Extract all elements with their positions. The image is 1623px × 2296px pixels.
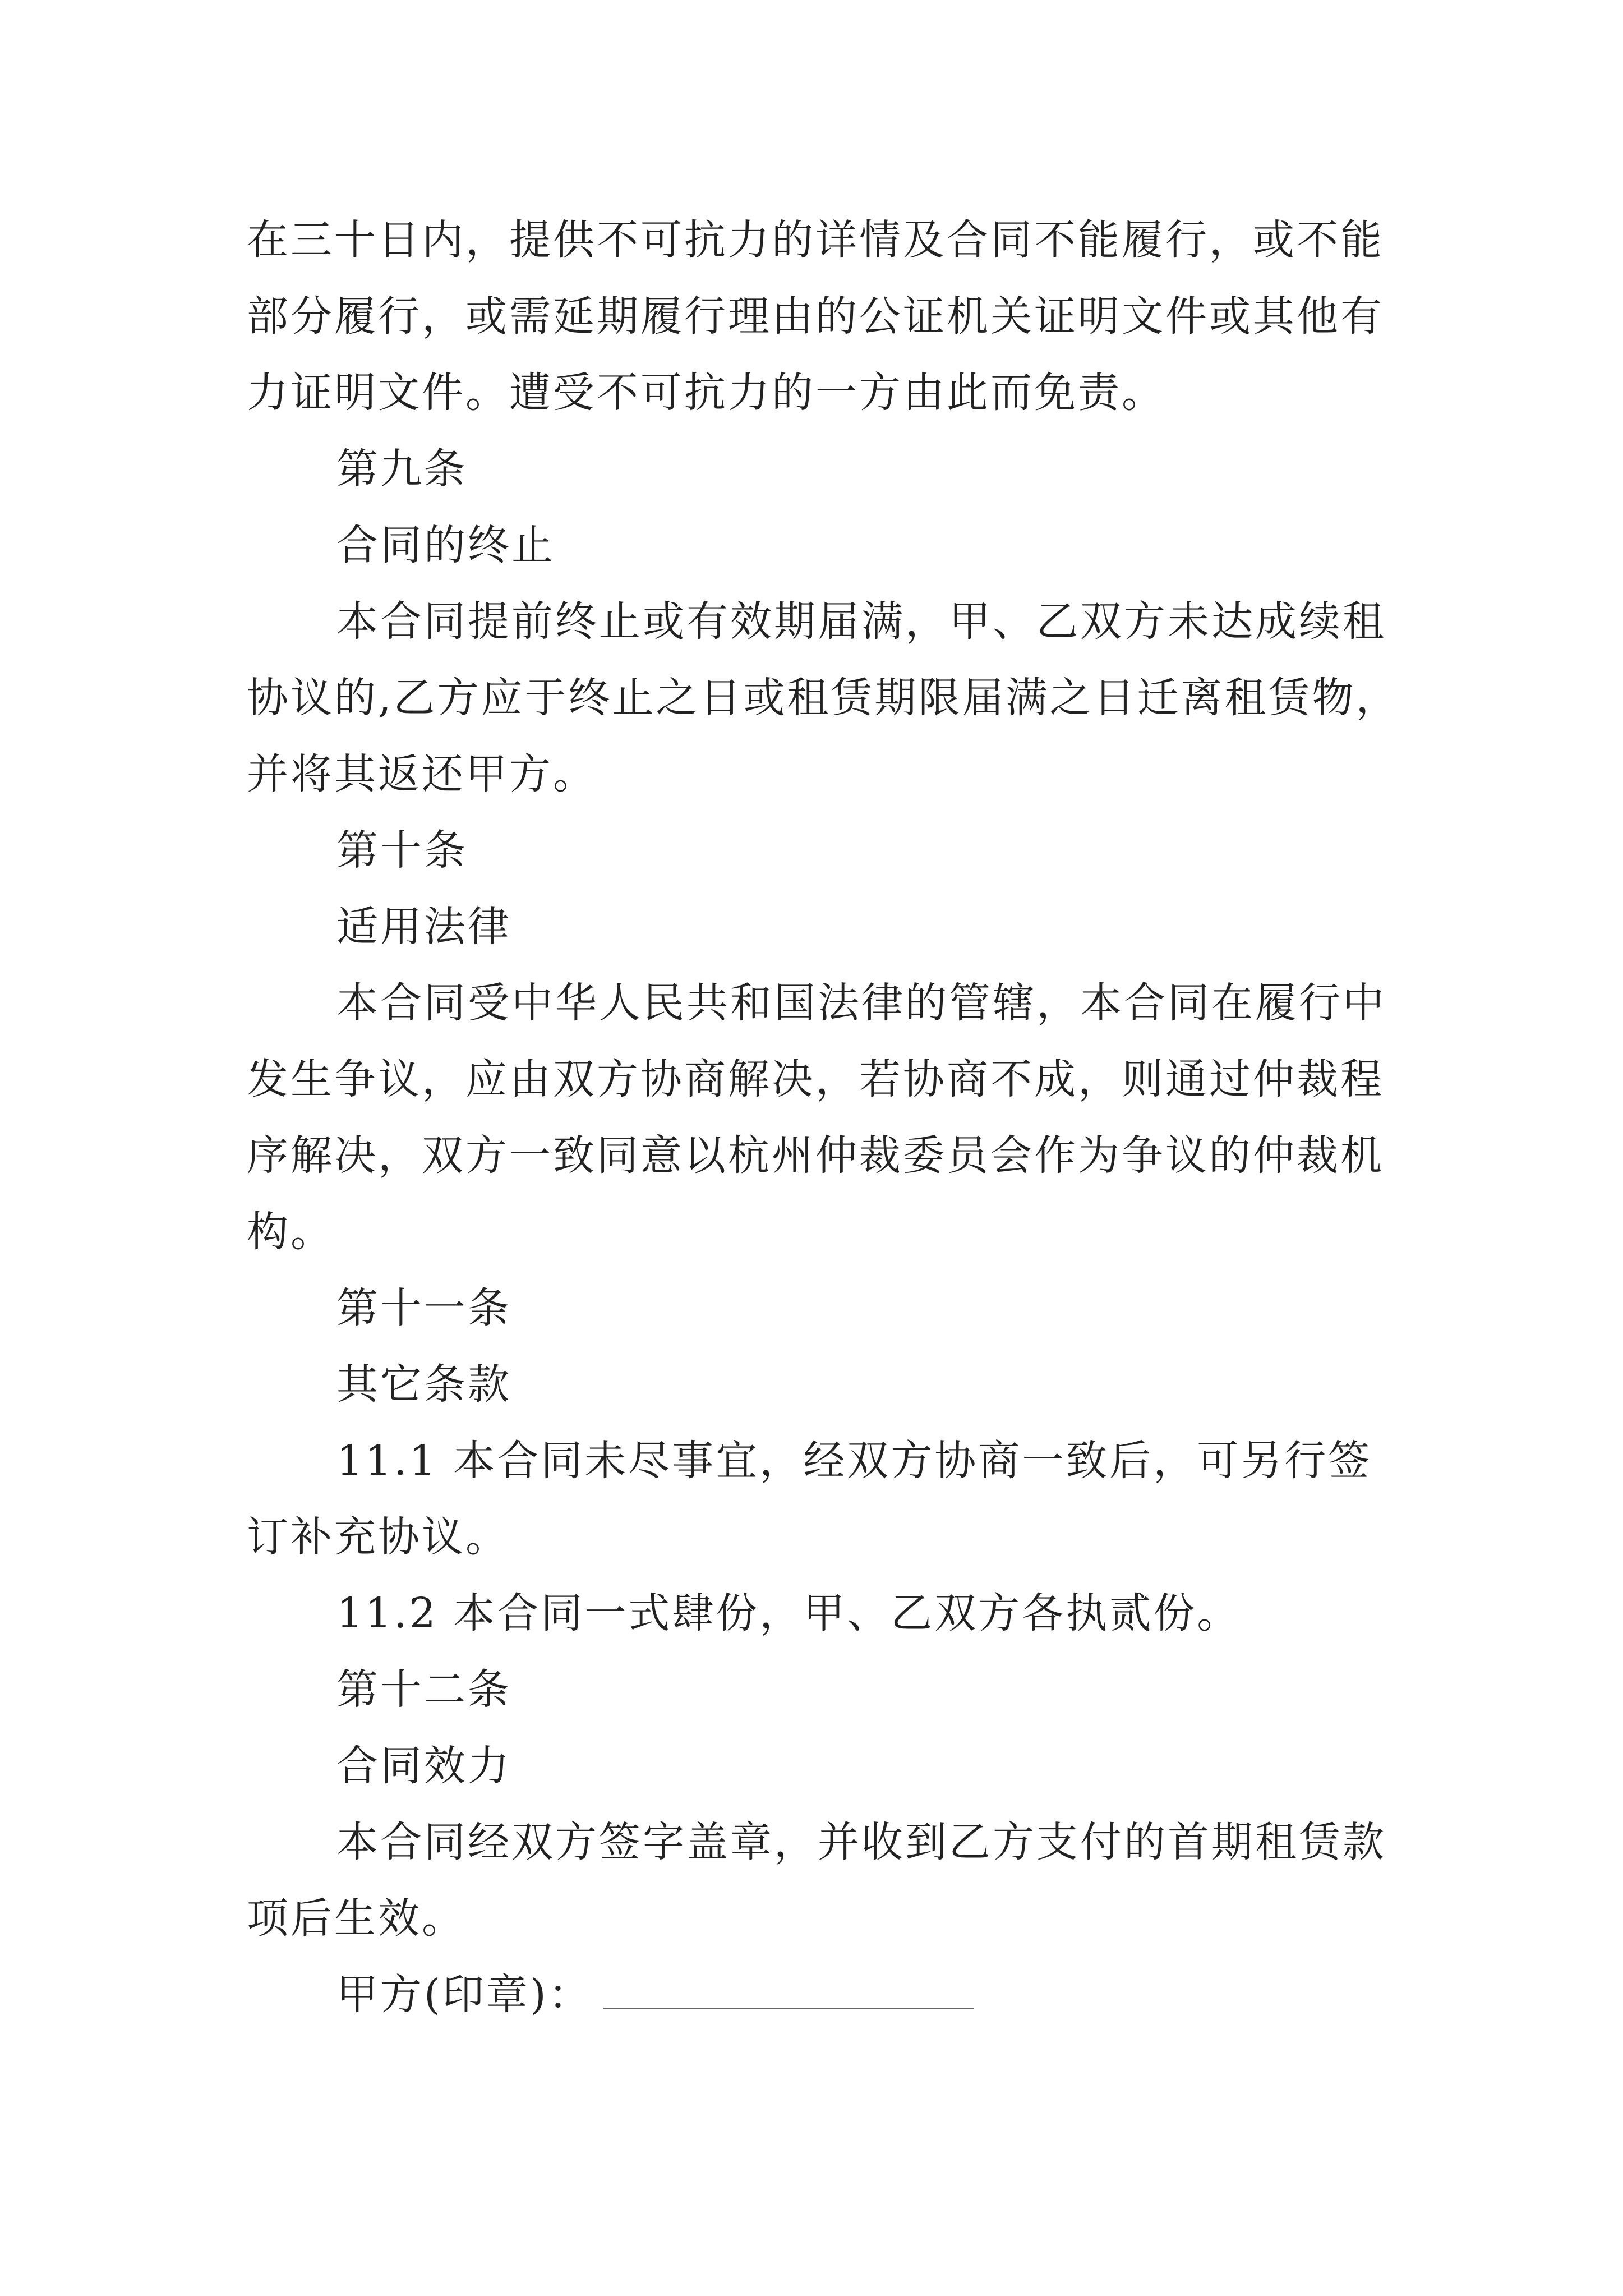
clause-line: 11.1 本合同未尽事宜，经双方协商一致后，可另行签 (336, 1437, 1372, 1485)
paragraph-line: 本合同提前终止或有效期届满，甲、乙双方未达成续租 (336, 597, 1386, 646)
paragraph-line: 项后生效。 (247, 1894, 465, 1943)
clause-line: 11.2 本合同一式肆份，甲、乙双方各执贰份。 (336, 1589, 1241, 1637)
article-title: 合同的终止 (336, 521, 555, 569)
article-number: 第十条 (336, 826, 468, 875)
signature-blank-line (603, 1963, 974, 2009)
article-title: 合同效力 (336, 1742, 511, 1790)
paragraph-line: 发生争议，应由双方协商解决，若协商不成，则通过仲裁程 (247, 1055, 1384, 1103)
paragraph-line: 并将其返还甲方。 (247, 750, 597, 798)
paragraph-line: 本合同受中华人民共和国法律的管辖，本合同在履行中 (336, 979, 1386, 1027)
article-number: 第十二条 (336, 1665, 511, 1714)
paragraph-line: 协议的,乙方应于终止之日或租赁期限届满之日迁离租赁物， (247, 674, 1400, 722)
paragraph-line: 在三十日内，提供不可抗力的详情及合同不能履行，或不能 (247, 216, 1384, 264)
article-title: 其它条款 (336, 1360, 511, 1409)
article-title: 适用法律 (336, 903, 511, 951)
signature-label: 甲方(印章)： (336, 1971, 592, 2019)
article-number: 第九条 (336, 445, 468, 493)
paragraph-line: 订补充协议。 (247, 1513, 509, 1561)
article-number: 第十一条 (336, 1284, 511, 1332)
signature-row (247, 1957, 1380, 2033)
paragraph-line: 构。 (247, 1208, 334, 1256)
paragraph-line: 部分履行，或需延期履行理由的公证机关证明文件或其他有 (247, 292, 1384, 341)
document-body (247, 202, 1400, 2033)
paragraph-line: 序解决，双方一致同意以杭州仲裁委员会作为争议的仲裁机 (247, 1131, 1384, 1180)
paragraph-line: 力证明文件。遭受不可抗力的一方由此而免责。 (247, 369, 1165, 417)
paragraph-line: 本合同经双方签字盖章，并收到乙方支付的首期租赁款 (336, 1818, 1386, 1866)
